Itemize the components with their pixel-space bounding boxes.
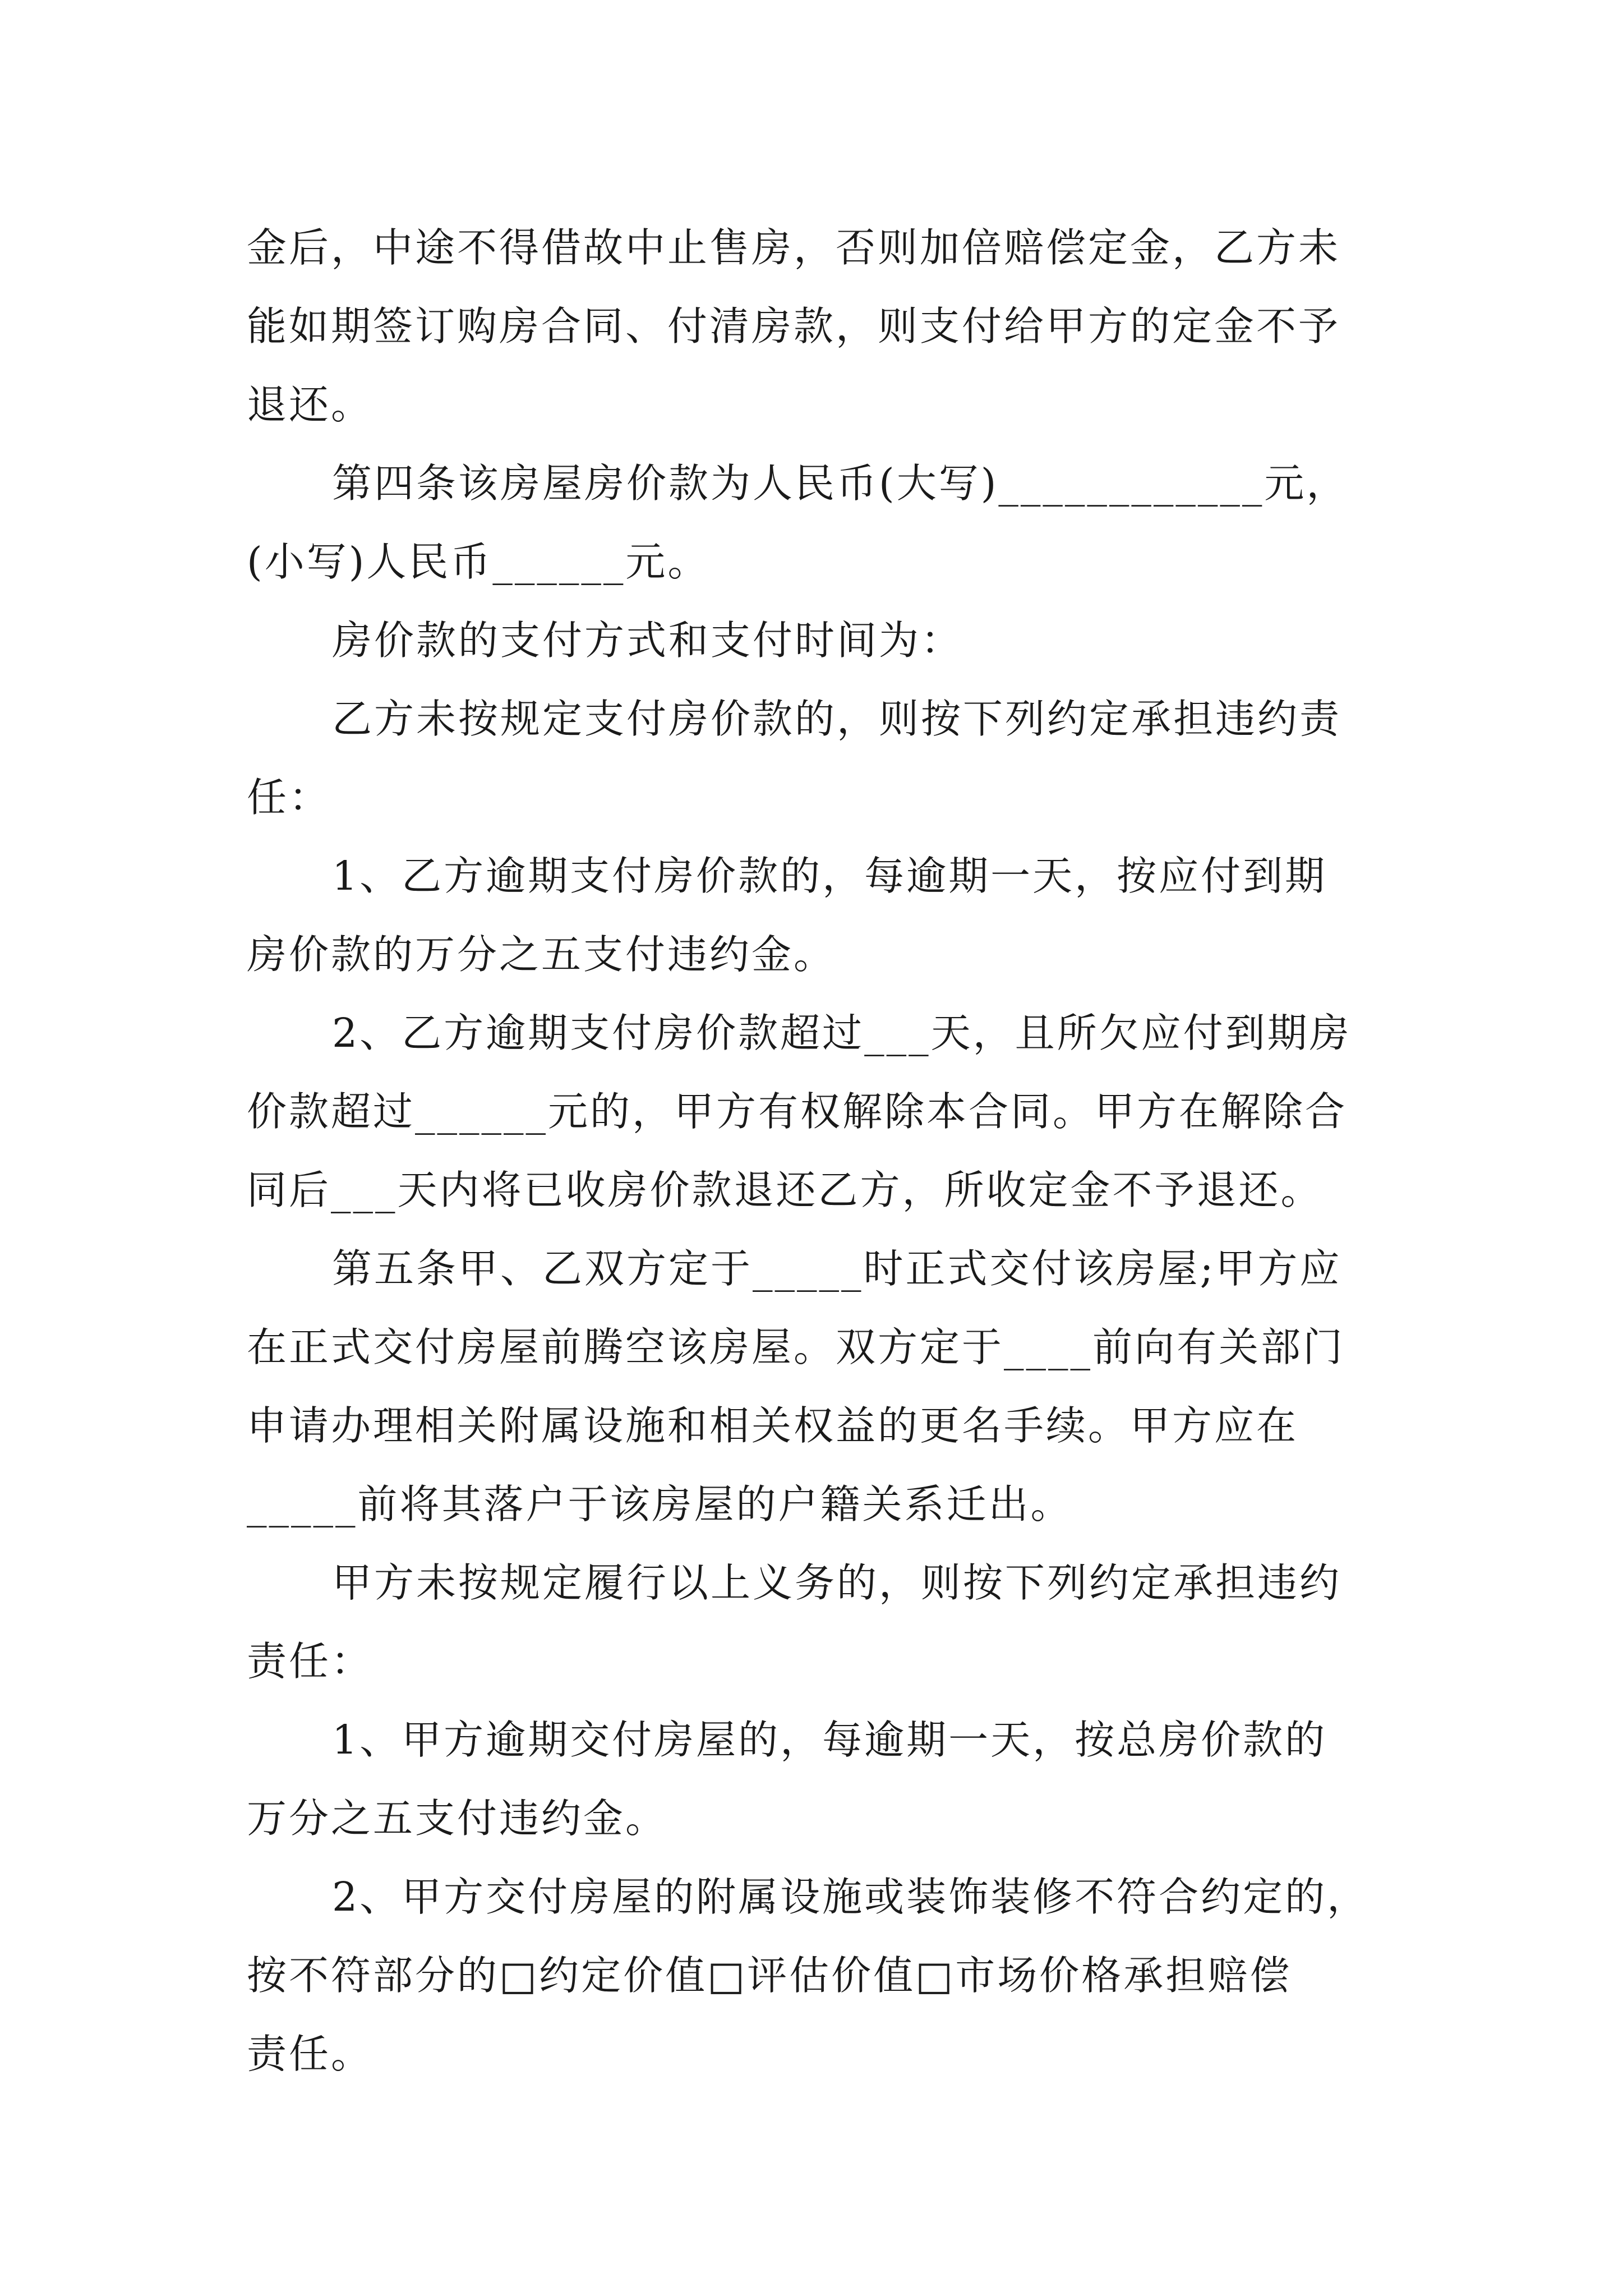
text-line: 甲方未按规定履行以上义务的，则按下列约定承担违约 — [332, 1559, 1342, 1606]
paragraph-buyer-default — [247, 680, 1391, 837]
text-line: 第五条甲、乙双方定于_____时正式交付该房屋;甲方应 — [332, 1245, 1342, 1292]
text-line: 1、甲方逾期交付房屋的，每逾期一天，按总房价款的 — [332, 1717, 1327, 1763]
paragraph-article-4-price — [247, 444, 1391, 601]
text-line: 退还。 — [247, 381, 374, 428]
text-line: 按不符部分的□约定价值□评估价值□市场价格承担赔偿 — [247, 1952, 1292, 1999]
text-line: _____前将其落户于该房屋的户籍关系迁出。 — [247, 1481, 1073, 1527]
text-line: 金后，中途不得借故中止售房，否则加倍赔偿定金，乙方未 — [247, 224, 1341, 271]
paragraph-buyer-clause-1 — [247, 837, 1391, 994]
text-line: 房价款的万分之五支付违约金。 — [247, 931, 836, 978]
paragraph-deposit-terms — [247, 209, 1391, 444]
paragraph-seller-clause-2 — [247, 1858, 1391, 2093]
text-line: 同后___天内将已收房价款退还乙方，所收定金不予退还。 — [247, 1167, 1323, 1213]
text-line: 责任： — [247, 1638, 374, 1685]
text-line: 责任。 — [247, 2031, 374, 2077]
text-line: 第四条该房屋房价款为人民币(大写)____________元， — [332, 460, 1349, 507]
text-line: 能如期签订购房合同、付清房款，则支付给甲方的定金不予 — [247, 303, 1341, 349]
text-line: 2、乙方逾期支付房价款超过___天，且所欠应付到期房 — [332, 1010, 1352, 1056]
text-line: 申请办理相关附属设施和相关权益的更名手续。甲方应在 — [247, 1402, 1299, 1449]
text-line: 价款超过______元的，甲方有权解除本合同。甲方在解除合 — [247, 1088, 1348, 1135]
text-line: 房价款的支付方式和支付时间为： — [332, 617, 963, 664]
paragraph-seller-clause-1 — [247, 1701, 1391, 1858]
paragraph-article-5-delivery — [247, 1230, 1391, 1544]
paragraph-payment-method — [247, 601, 1391, 680]
text-line: 万分之五支付违约金。 — [247, 1795, 668, 1842]
text-line: 在正式交付房屋前腾空该房屋。双方定于____前向有关部门 — [247, 1324, 1345, 1370]
text-line: 2、甲方交付房屋的附属设施或装饰装修不符合约定的， — [332, 1874, 1370, 1920]
text-line: 1、乙方逾期支付房价款的，每逾期一天，按应付到期 — [332, 853, 1327, 899]
text-line: (小写)人民币______元。 — [247, 539, 710, 585]
text-line: 乙方未按规定支付房价款的，则按下列约定承担违约责 — [332, 696, 1342, 742]
paragraph-buyer-clause-2 — [247, 994, 1391, 1230]
document-body — [247, 209, 1391, 2093]
text-line: 任： — [247, 774, 331, 821]
paragraph-seller-default — [247, 1544, 1391, 1701]
